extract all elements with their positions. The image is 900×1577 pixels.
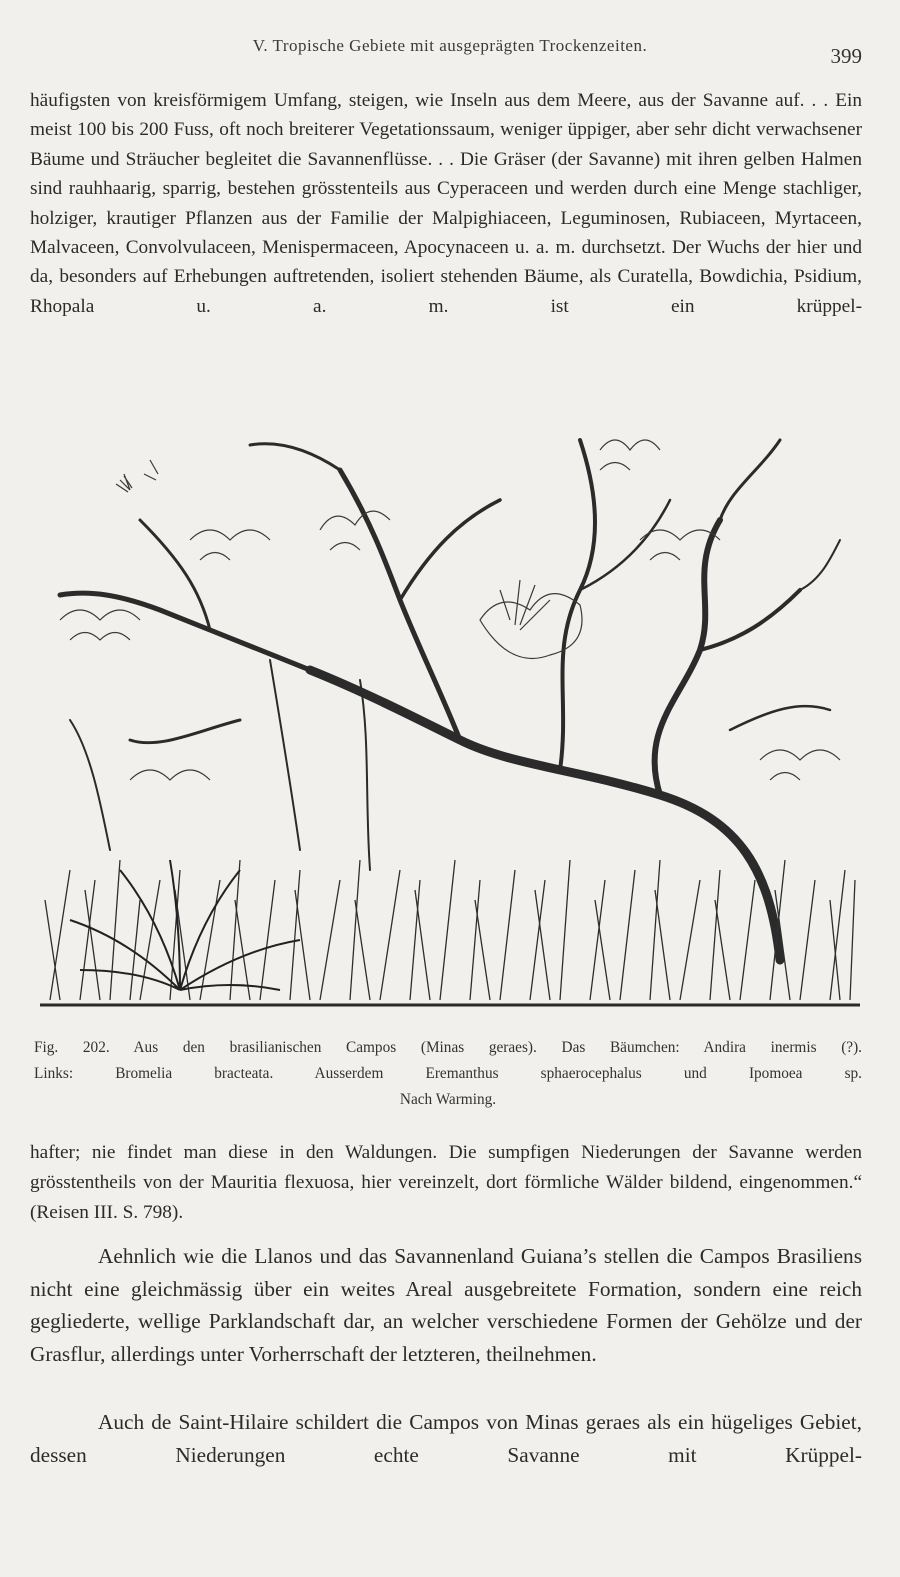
paragraph-4: Auch de Saint-Hilaire schildert die Campos von Minas geraes als ein hügeliges Gebiet, dessen Niederungen echte Savanne mit Krüppel- [30,1410,862,1467]
paragraph-1: häufigsten von kreisförmigem Umfang, steigen, wie Inseln aus dem Meere, aus der Savanne auf. . . Ein meist 100 bis 200 Fuss, oft noch breiterer Vegetationssaum, weniger üppiger, aber sehr dicht verwachsener Bäume und Sträucher begleitet die Savannenflüsse. . . Die Gräser (der Savanne) mit ihren gelben Halmen sind rauhhaarig, sparrig, bestehen grösstenteils aus Cyperaceen und werden durch eine Menge stachliger, holziger, krautiger Pflanzen aus der Familie der Malpighiaceen, Leguminosen, Rubiaceen, Myrtaceen, Malvaceen, Convolvulaceen, Menispermaceen, Apocynaceen u. a. m. durchsetzt. Der Wuchs der hier und da, besonders auf Erhebungen auftretenden, isoliert stehenden Bäume, als Curatella, Bowdichia, Psidium, Rhopala u. a. m. ist ein krüppel- [30,90,862,317]
page-number: 399 [830,44,862,68]
tree-engraving-image [40,400,860,1020]
running-title: V. Tropische Gebiete mit ausgeprägten Trockenzeiten. [252,36,648,55]
caption-line-2: Links: Bromelia bracteata. Ausserdem Eremanthus sphaerocephalus und Ipomoea sp. [34,1065,862,1082]
paragraph-3: Aehnlich wie die Llanos und das Savannenland Guiana’s stellen die Campos Brasiliens nicht eine gleichmässig über ein weites Areal ausgebreitete Formation, sondern eine reich gegliederte, wellige Parklandschaft dar, an welcher verschiedene Formen der Gehölze und der Grasflur, allerdings unter Vorherrschaft der letzteren, theilnehmen. [30,1244,862,1366]
figure-caption [34,1035,862,1113]
caption-line-1: Fig. 202. Aus den brasilianischen Campos (Minas geraes). Das Bäumchen: Andira inermis (?). [34,1039,862,1056]
caption-credit: Nach Warming. [399,1091,497,1108]
page-header [30,32,870,68]
figure-illustration [40,400,860,1020]
paragraph-2: hafter; nie findet man diese in den Waldungen. Die sumpfigen Niederungen der Savanne werden grösstentheils von der Mauritia flexuosa, hier vereinzelt, dort förmliche Wälder bildend, eingenommen.“ (Reisen III. S. 798). [30,1142,862,1223]
